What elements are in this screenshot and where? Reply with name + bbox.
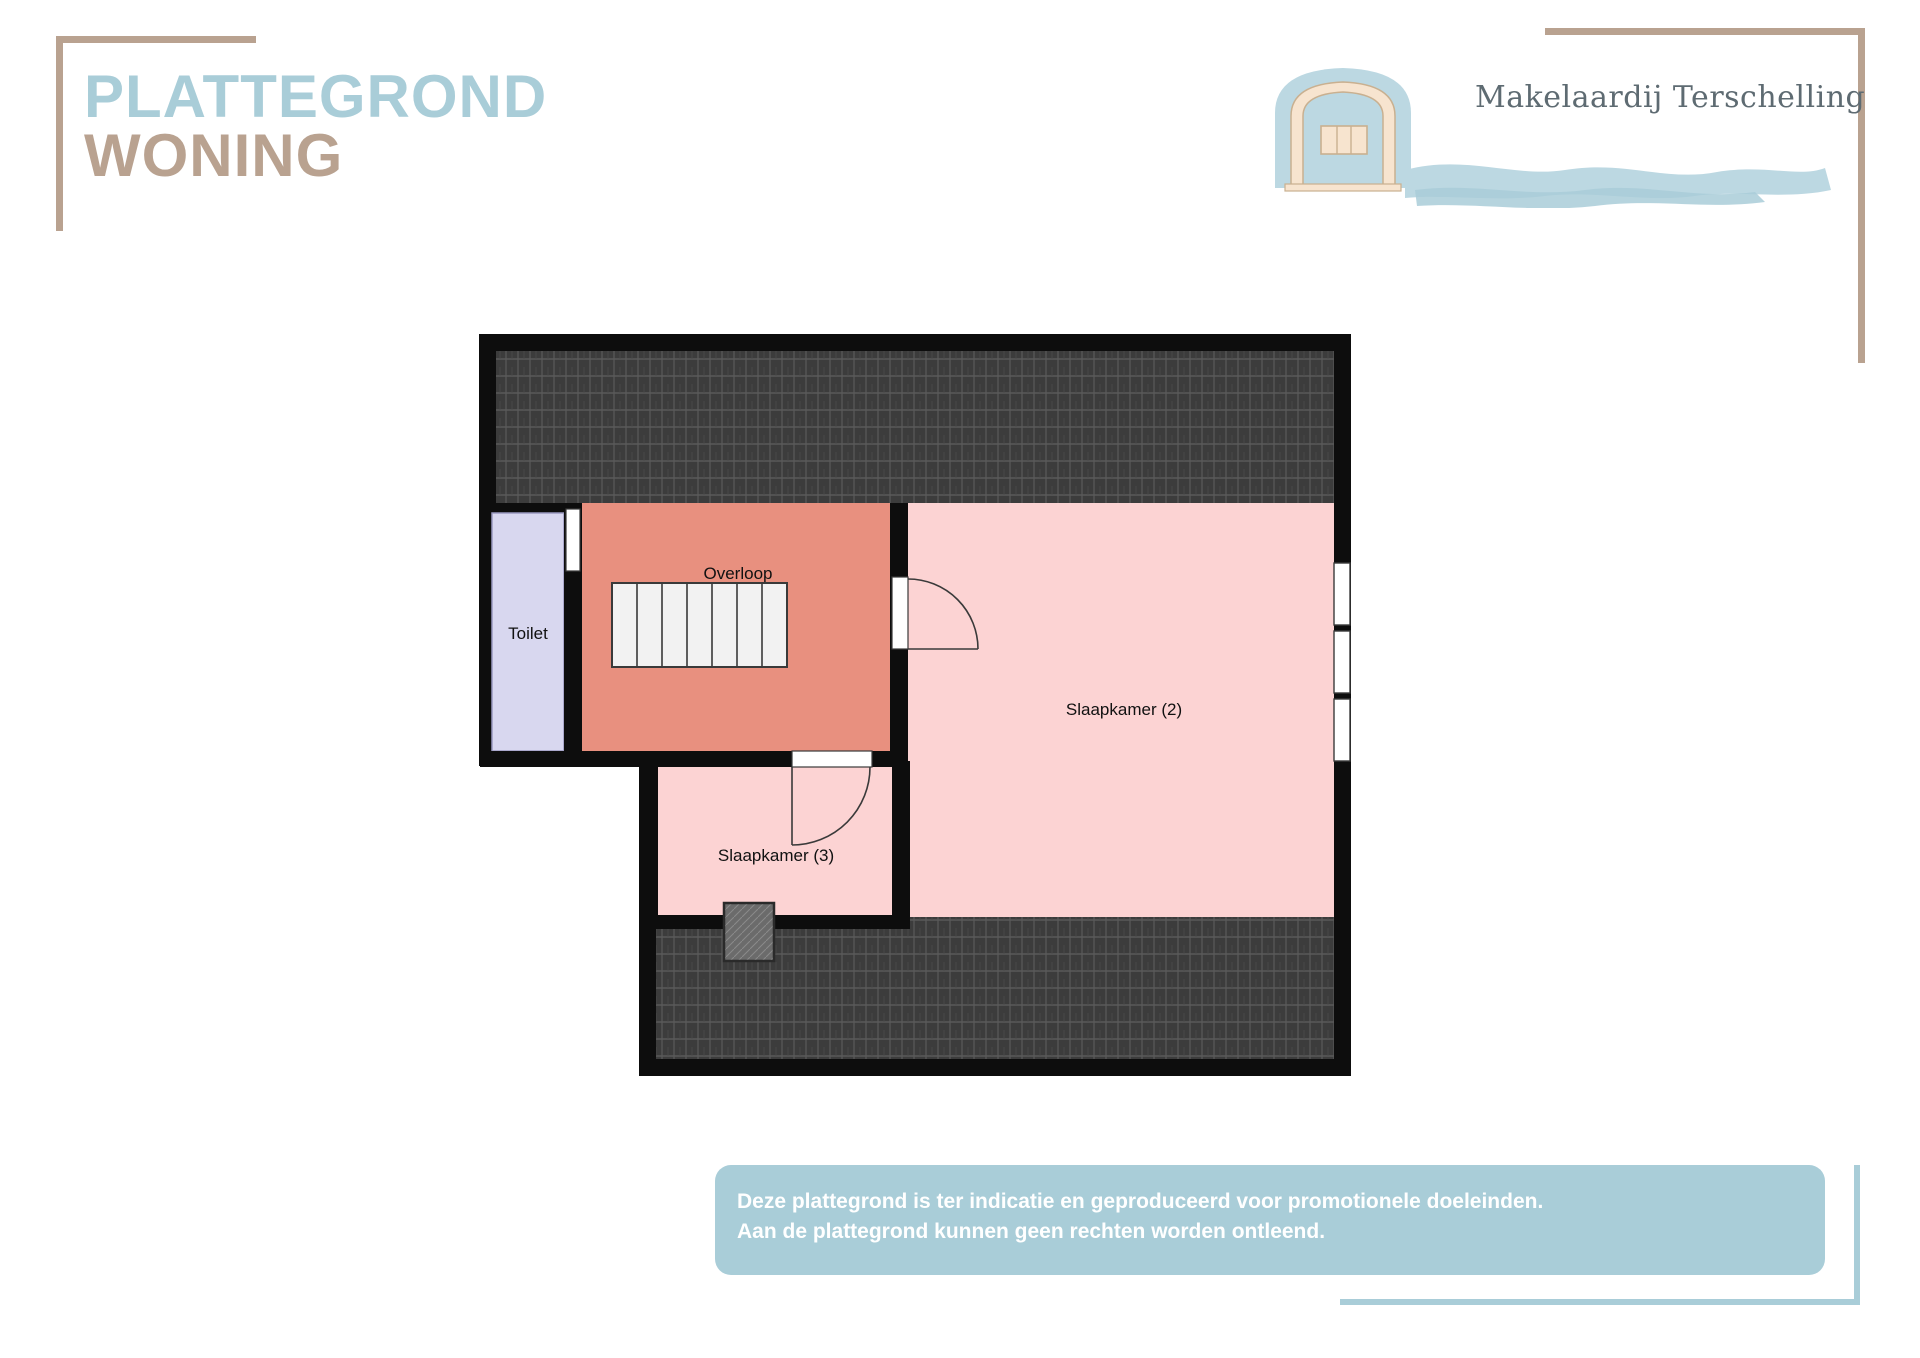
title-bracket-top [56, 36, 256, 43]
room-label-slaapkamer-2: Slaapkamer (2) [1065, 700, 1183, 719]
floorplan [470, 325, 1370, 1095]
door-toilet [566, 509, 580, 571]
disclaimer-block [715, 1165, 1860, 1305]
page-title [84, 63, 548, 189]
page-title-line2: WONING [84, 121, 344, 189]
disclaimer-bracket-right [1854, 1165, 1860, 1305]
logo-bracket-top [1545, 28, 1865, 35]
logo-block [1245, 28, 1865, 363]
room-label-overloop: Overloop [703, 564, 773, 583]
room-slaapkamer-3 [658, 765, 900, 925]
disclaimer-text [737, 1187, 1807, 1248]
page-title-line1: PLATTEGROND [84, 63, 548, 130]
room-toilet [492, 513, 564, 751]
skylight [724, 903, 774, 961]
disclaimer-bracket-bottom [1340, 1299, 1860, 1305]
logo-bracket-right [1858, 28, 1865, 363]
room-label-toilet: Toilet [508, 624, 548, 643]
title-bracket-left [56, 36, 63, 231]
company-name: Makelaardij Terschelling [1475, 80, 1866, 115]
disclaimer-line1: Deze plattegrond is ter indicatie en geproduceerd voor promotionele doeleinden. [737, 1190, 1544, 1213]
disclaimer-bubble [715, 1165, 1825, 1275]
room-slaapkamer-2 [908, 503, 1334, 917]
page-title-block [56, 36, 676, 231]
staircase [612, 583, 787, 667]
windows-right [1334, 563, 1350, 761]
disclaimer-line2: Aan de plattegrond kunnen geen rechten worden ontleend. [737, 1220, 1326, 1244]
room-label-slaapkamer-3: Slaapkamer (3) [717, 846, 835, 865]
